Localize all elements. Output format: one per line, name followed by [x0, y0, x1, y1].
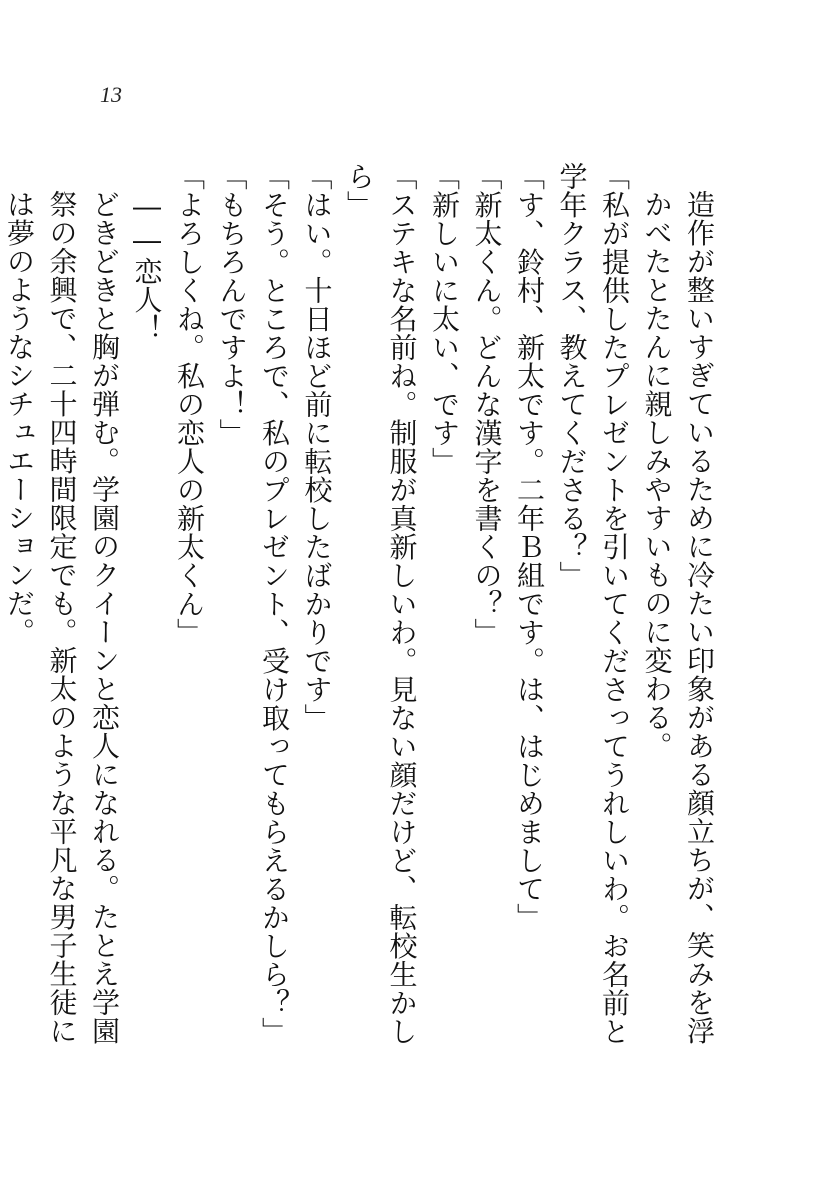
dialogue-line: 「新太くん。どんな漢字を書くの？」: [470, 162, 504, 647]
dialogue-line: 「はい。十日ほど前に転校したばかりです」: [300, 162, 334, 732]
novel-body-text: [3, 162, 720, 1062]
narration-paragraph: どきどきと胸が弾む。学園のクイーンと恋人になれる。たとえ学園祭の余興で、二十四時間限定でも。新太のような平凡な男子生徒には夢のようなシチュエーションだ。: [3, 190, 121, 1045]
narration-paragraph: 造作が整いすぎているために冷たい印象がある顔立ちが、笑みを浮かべたとたんに親しみやすいものに変わる。: [640, 190, 716, 1045]
dialogue-line: 「そう。ところで、私のプレゼント、受け取ってもらえるかしら？」: [258, 162, 291, 1046]
dialogue-line: 「す、鈴村、新太です。二年Ｂ組です。は、はじめまして」: [513, 162, 546, 932]
dialogue-line: 「私が提供したプレゼントを引いてくださってうれしいわ。お名前と学年クラス、教えてくださる？」: [555, 162, 631, 1046]
dialogue-line: 「ステキな名前ね。制服が真新しいわ。見ない顔だけど、転校生かしら」: [343, 162, 419, 1046]
dialogue-line: 「よろしくね。私の恋人の新太くん」: [173, 162, 206, 647]
page-number: 13: [100, 82, 122, 107]
dialogue-line: 「新しいに太い、です」: [428, 162, 461, 476]
dialogue-line: 「もちろんですよ！」: [215, 162, 249, 447]
inner-thought-line: ――恋人！: [130, 190, 164, 343]
